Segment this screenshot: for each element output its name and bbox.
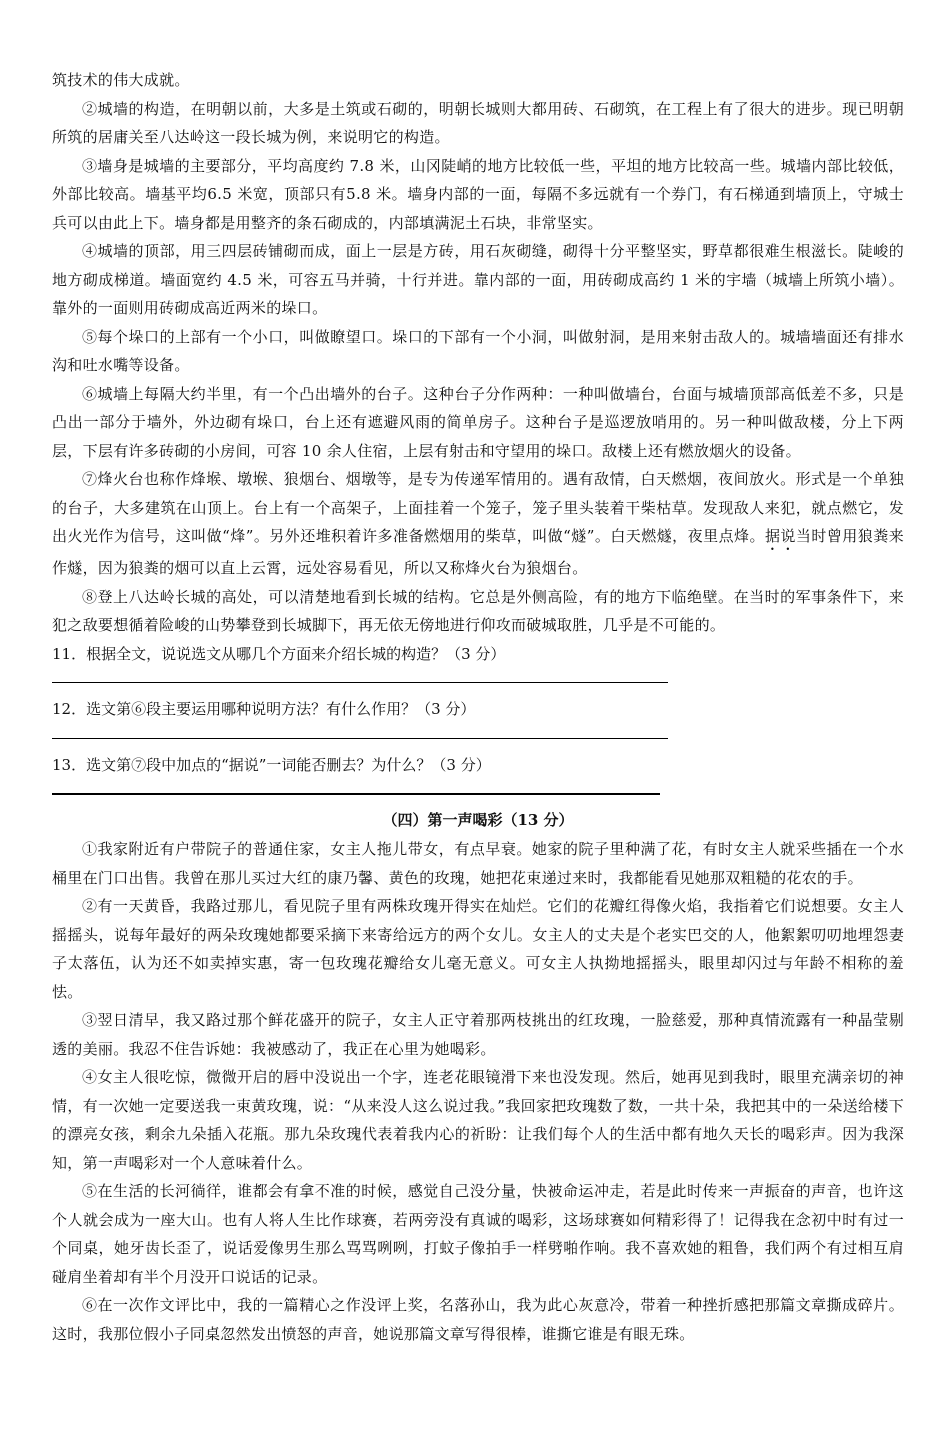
passage3-paragraph-0: 筑技术的伟大成就。 — [52, 71, 190, 89]
question-12: 12．选文第⑥段主要运用哪种说明方法？有什么作用？（3 分） — [52, 700, 476, 718]
passage3-paragraph-6: ⑥城墙上每隔大约半里，有一个凸出墙外的台子。这种台子分作两种：一种叫做墙台，台面与城墙顶部高低差不多，只是凸出一部分于墙外，外边砌有垛口，台上还有遮避风雨的简单房子。这种台子是巡逻放哨用的。另一种叫做敌楼，分上下两层，下层有许多砖砌的小房间，可容 10 余人住宿，上层有射击和守望用的垛口。敌楼上还有燃放烟火的设备。 — [52, 384, 904, 460]
passage4-paragraph-3: ③翌日清早，我又路过那个鲜花盛开的院子，女主人正守着那两枝挑出的红玫瑰，一脸慈爱，那种真情流露有一种晶莹剔透的美丽。我忍不住告诉她：我被感动了，我正在心里为她喝彩。 — [52, 1011, 904, 1058]
dotted-word-jushuo: 据说 — [764, 527, 796, 545]
answer-line-12[interactable] — [52, 724, 668, 739]
passage4-paragraph-1: ①我家附近有户带院子的普通住家，女主人拖儿带女，有点早衰。她家的院子里种满了花，有时女主人就采些插在一个水桶里在门口出售。我曾在那儿买过大红的康乃馨、黄色的玫瑰，她把花束递过来时，我都能看见她那双粗糙的花农的手。 — [52, 840, 904, 887]
section-title: （四）第一声喝彩（13 分） — [382, 811, 574, 829]
passage3-paragraph-4: ④城墙的顶部，用三四层砖铺砌而成，面上一层是方砖，用石灰砌缝，砌得十分平整坚实，野草都很难生根滋长。陡峻的地方砌成梯道。墙面宽约 4.5 米，可容五马并骑，十行并进。靠内部的一面，用砖砌成高约 1 米的宇墙（城墙上所筑小墙）。靠外的一面则用砖砌成高近两米的垛口。 — [52, 242, 904, 317]
passage3-paragraph-7 — [52, 465, 904, 583]
paragraph-7-part-b: 当时曾用狼粪来作燧，因为狼粪的烟可以直上云霄，远处容易看见，所以又称烽火台为狼烟台。 — [52, 527, 904, 577]
passage3-paragraph-5: ⑤每个垛口的上部有一个小口，叫做瞭望口。垛口的下部有一个小洞，叫做射洞，是用来射击敌人的。城墙墙面还有排水沟和吐水嘴等设备。 — [52, 327, 904, 374]
answer-line-11[interactable] — [52, 668, 668, 683]
answer-line-13[interactable] — [52, 779, 660, 795]
exam-page — [52, 66, 904, 1348]
paragraph-7-part-a: ⑦烽火台也称作烽堠、墩堠、狼烟台、烟墩等，是专为传递军情用的。遇有敌情，白天燃烟，夜间放火。形式是一个单独的台子，大多建筑在山顶上。台上有一个高架子，上面挂着一个笼子，笼子里头装着干柴枯草。发现敌人来犯，就点燃它，发出火光作为信号，这叫做“烽”。另外还堆积着许多准备燃烟用的柴草，叫做“燧”。白天燃燧，夜里点烽。 — [52, 470, 904, 545]
passage3-paragraph-8: ⑧登上八达岭长城的高处，可以清楚地看到长城的结构。它总是外侧高险，有的地方下临绝壁。在当时的军事条件下，来犯之敌要想循着险峻的山势攀登到长城脚下，再无依无傍地进行仰攻而破城取胜，几乎是不可能的。 — [52, 587, 904, 634]
question-13: 13．选文第⑦段中加点的“据说”一词能否删去？为什么？（3 分） — [52, 755, 491, 774]
passage4-paragraph-2: ②有一天黄昏，我路过那儿，看见院子里有两株玫瑰开得实在灿烂。它们的花瓣红得像火焰，我指着它们说想要。女主人摇摇头，说每年最好的两朵玫瑰她都要采摘下来寄给远方的两个女儿。女主人的丈夫是个老实巴交的人，他絮絮叨叨地埋怨妻子太落伍，认为还不如卖掉实惠，寄一包玫瑰花瓣给女儿毫无意义。可女主人执拗地摇摇头，眼里却闪过与年龄不相称的羞怯。 — [52, 897, 904, 1001]
passage4-paragraph-6: ⑥在一次作文评比中，我的一篇精心之作没评上奖，名落孙山，我为此心灰意冷，带着一种挫折感把那篇文章撕成碎片。这时，我那位假小子同桌忽然发出愤怒的声音，她说那篇文章写得很棒，谁撕它谁是有眼无珠。 — [52, 1296, 904, 1343]
passage3-paragraph-3: ③墙身是城墙的主要部分，平均高度约 7.8 米，山冈陡峭的地方比较低一些，平坦的地方比较高一些。城墙内部比较低，外部比较高。墙基平均6.5 米宽，顶部只有5.8 米。墙身内部的一面，每隔不多远就有一个券门，有石梯通到墙顶上，守城士兵可以由此上下。墙身都是用整齐的条石砌成的，内部填满泥土石块，非常坚实。 — [52, 156, 904, 232]
passage4-paragraph-4: ④女主人很吃惊，微微开启的唇中没说出一个字，连老花眼镜滑下来也没发现。然后，她再见到我时，眼里充满亲切的神情，有一次她一定要送我一束黄玫瑰，说：“从来没人这么说过我。”我回家把玫瑰数了数，一共十朵，我把其中的一朵送给楼下的漂亮女孩，剩余九朵插入花瓶。那九朵玫瑰代表着我内心的祈盼：让我们每个人的生活中都有地久天长的喝彩声。因为我深知，第一声喝彩对一个人意味着什么。 — [52, 1068, 904, 1172]
question-11: 11．根据全文，说说选文从哪几个方面来介绍长城的构造？（3 分） — [52, 644, 506, 663]
passage4-paragraph-5: ⑤在生活的长河徜徉，谁都会有拿不准的时候，感觉自己没分量，快被命运冲走，若是此时传来一声振奋的声音，也许这个人就会成为一座大山。也有人将人生比作球赛，若两旁没有真诚的喝彩，这场球赛如何精彩得了！记得我在念初中时有过一个同桌，她牙齿长歪了，说话爱像男生那么骂骂咧咧，打蚊子像拍手一样劈啪作响。我不喜欢她的粗鲁，我们两个有过相互肩碰肩坐着却有半个月没开口说话的记录。 — [52, 1182, 904, 1286]
passage3-paragraph-2: ②城墙的构造，在明朝以前，大多是土筑或石砌的，明朝长城则大都用砖、石砌筑，在工程上有了很大的进步。现已明朝所筑的居庸关至八达岭这一段长城为例，来说明它的构造。 — [52, 99, 904, 146]
